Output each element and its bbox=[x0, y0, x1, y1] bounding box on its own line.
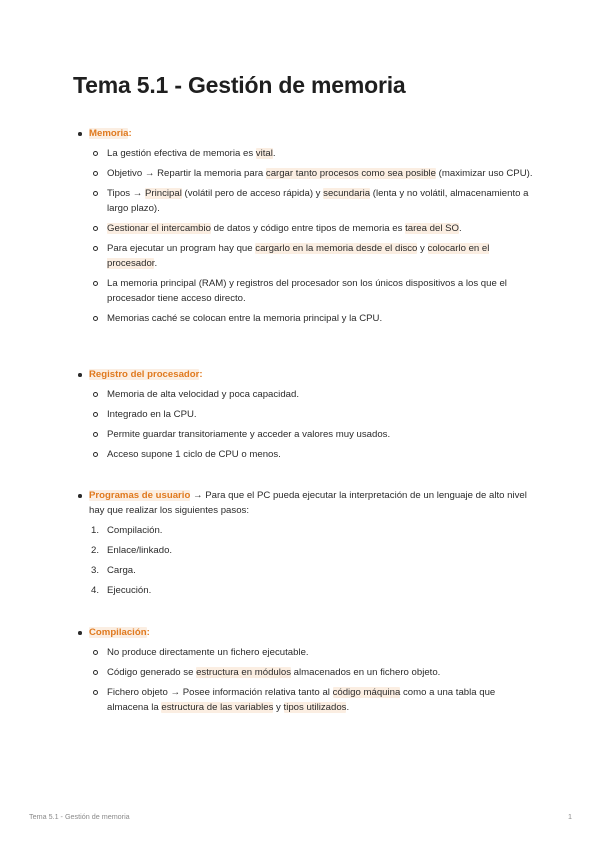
section-memoria bbox=[73, 126, 533, 326]
list-item: La gestión efectiva de memoria es vital. bbox=[73, 146, 533, 161]
list-item: Memoria de alta velocidad y poca capacidad. bbox=[73, 387, 533, 402]
list-item: Fichero objeto → Posee información relativa tanto al código máquina como a una tabla que almacena la estructura de las variables y tipos utilizados. bbox=[73, 685, 533, 715]
memoria-list bbox=[73, 146, 533, 326]
section-programas bbox=[73, 488, 533, 598]
page-number: 1 bbox=[568, 812, 572, 821]
bullet-dot bbox=[78, 494, 82, 498]
list-item: Objetivo → Repartir la memoria para cargar tanto procesos como sea posible (maximizar uso CPU). bbox=[73, 166, 533, 181]
page-title: Tema 5.1 - Gestión de memoria bbox=[73, 72, 406, 98]
bullet-circle bbox=[93, 432, 98, 437]
bullet-dot bbox=[78, 132, 82, 136]
bullet-circle bbox=[93, 281, 98, 286]
bullet-circle bbox=[93, 171, 98, 176]
list-item: Permite guardar transitoriamente y acceder a valores muy usados. bbox=[73, 427, 533, 442]
list-item: Tipos → Principal (volátil pero de acceso rápida) y secundaria (lenta y no volátil, almacenamiento a largo plazo). bbox=[73, 186, 533, 216]
bullet-programas: Programas de usuario → Para que el PC pueda ejecutar la interpretación de un lenguaje de alto nivel hay que realizar los siguientes pasos: bbox=[73, 488, 533, 518]
list-item: 1. Compilación. bbox=[91, 525, 163, 536]
bullet-circle bbox=[93, 151, 98, 156]
bullet-circle bbox=[93, 191, 98, 196]
bullet-circle bbox=[93, 690, 98, 695]
section-title: Memoria bbox=[89, 128, 129, 139]
list-item: Código generado se estructura en módulos almacenados en un fichero objeto. bbox=[73, 665, 533, 680]
list-item: Para ejecutar un program hay que cargarlo en la memoria desde el disco y colocarlo en el procesador. bbox=[73, 241, 533, 271]
section-title: Compilación bbox=[89, 627, 147, 638]
bullet-dot bbox=[78, 631, 82, 635]
list-item: Memorias caché se colocan entre la memoria principal y la CPU. bbox=[73, 311, 533, 326]
bullet-compilacion: Compilación: bbox=[73, 625, 533, 640]
list-item: Integrado en la CPU. bbox=[73, 407, 533, 422]
list-item: Gestionar el intercambio de datos y código entre tipos de memoria es tarea del SO. bbox=[73, 221, 533, 236]
section-title: Registro del procesador bbox=[89, 369, 200, 380]
bullet-circle bbox=[93, 246, 98, 251]
bullet-memoria: Memoria: bbox=[73, 126, 533, 141]
list-item: Acceso supone 1 ciclo de CPU o menos. bbox=[73, 447, 533, 462]
bullet-circle bbox=[93, 650, 98, 655]
bullet-circle bbox=[93, 392, 98, 397]
list-item: 4. Ejecución. bbox=[91, 585, 152, 596]
list-item: 3. Carga. bbox=[91, 565, 136, 576]
list-item: No produce directamente un fichero ejecutable. bbox=[73, 645, 533, 660]
section-registro bbox=[73, 367, 533, 462]
section-title: Programas de usuario bbox=[89, 490, 191, 501]
compilacion-list bbox=[73, 645, 533, 715]
bullet-dot bbox=[78, 373, 82, 377]
bullet-circle bbox=[93, 670, 98, 675]
bullet-circle bbox=[93, 412, 98, 417]
bullet-registro: Registro del procesador: bbox=[73, 367, 533, 382]
bullet-circle bbox=[93, 316, 98, 321]
registro-list bbox=[73, 387, 533, 462]
bullet-circle bbox=[93, 452, 98, 457]
bullet-circle bbox=[93, 226, 98, 231]
programas-steps bbox=[73, 523, 533, 598]
list-item: 2. Enlace/linkado. bbox=[91, 545, 173, 556]
list-item: La memoria principal (RAM) y registros del procesador son los únicos dispositivos a los que el procesador tiene acceso directo. bbox=[73, 276, 533, 306]
footer-title: Tema 5.1 - Gestión de memoria bbox=[29, 812, 130, 821]
section-compilacion bbox=[73, 625, 533, 715]
